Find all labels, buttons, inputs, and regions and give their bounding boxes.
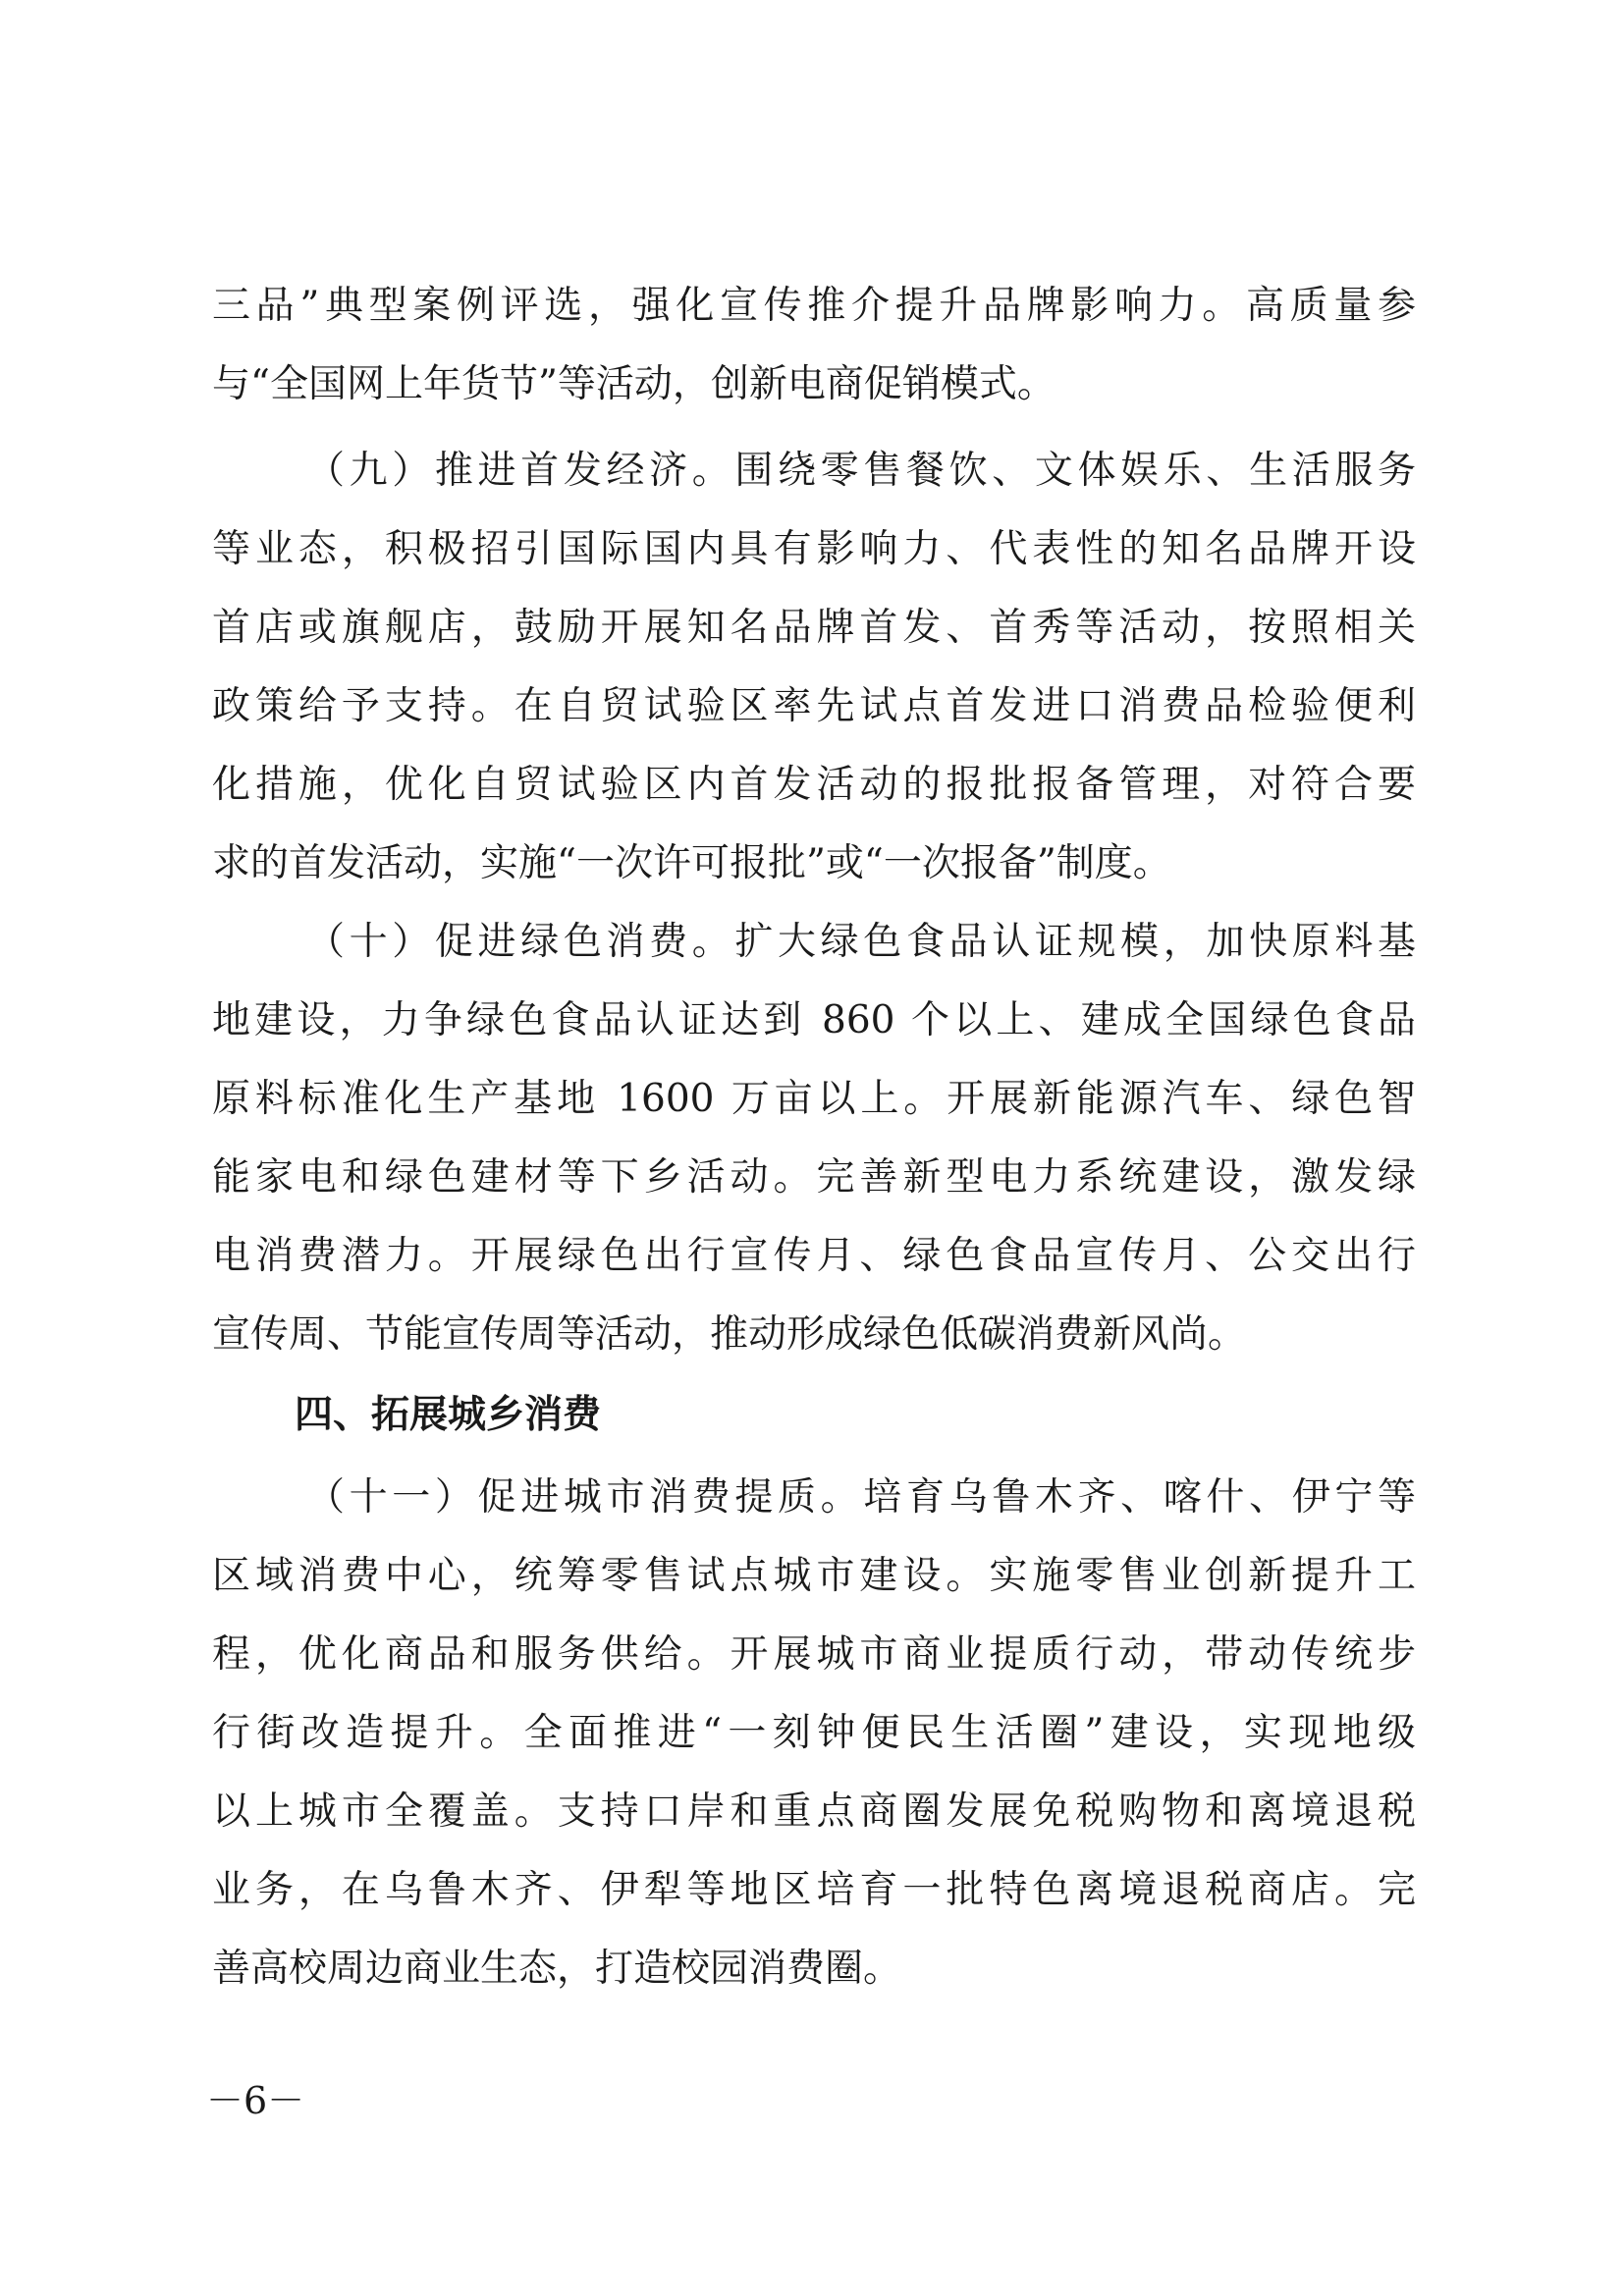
section-heading: 四、拓展城乡消费 (295, 1393, 602, 1437)
body-line: 地建设，力争绿色食品认证达到 860 个以上、建成全国绿色食品 (212, 998, 1416, 1042)
body-line: 业务，在乌鲁木齐、伊犁等地区培育一批特色离境退税商店。完 (212, 1868, 1416, 1912)
body-line: 首店或旗舰店，鼓励开展知名品牌首发、首秀等活动，按照相关 (212, 606, 1416, 650)
body-line: 宣传周、节能宣传周等活动，推动形成绿色低碳消费新风尚。 (212, 1312, 1247, 1357)
body-line: 三品”典型案例评选，强化宣传推介提升品牌影响力。高质量参 (212, 284, 1416, 328)
body-line: 程，优化商品和服务供给。开展城市商业提质行动，带动传统步 (212, 1632, 1416, 1677)
body-line: 行街改造提升。全面推进“一刻钟便民生活圈”建设，实现地级 (212, 1711, 1416, 1755)
body-line: 政策给予支持。在自贸试验区率先试点首发进口消费品检验便利 (212, 684, 1416, 728)
body-line: 化措施，优化自贸试验区内首发活动的报批报备管理，对符合要 (212, 763, 1416, 807)
body-line: 求的首发活动，实施“一次许可报批”或“一次报备”制度。 (212, 841, 1171, 885)
paragraph-first-line: （十）促进绿色消费。扩大绿色食品认证规模，加快原料基 (306, 920, 1416, 964)
body-line: 等业态，积极招引国际国内具有影响力、代表性的知名品牌开设 (212, 527, 1416, 571)
paragraph-first-line: （九）推进首发经济。围绕零售餐饮、文体娱乐、生活服务 (306, 449, 1416, 493)
body-line: 以上城市全覆盖。支持口岸和重点商圈发展免税购物和离境退税 (212, 1789, 1416, 1834)
body-line: 电消费潜力。开展绿色出行宣传月、绿色食品宣传月、公交出行 (212, 1234, 1416, 1278)
page-number: －6－ (206, 2079, 305, 2122)
body-line: 善高校周边商业生态，打造校园消费圈。 (212, 1947, 902, 1991)
paragraph-first-line: （十一）促进城市消费提质。培育乌鲁木齐、喀什、伊宁等 (306, 1475, 1416, 1520)
body-line: 与“全国网上年货节”等活动，创新电商促销模式。 (212, 362, 1056, 406)
body-line: 原料标准化生产基地 1600 万亩以上。开展新能源汽车、绿色智 (212, 1077, 1416, 1121)
body-line: 能家电和绿色建材等下乡活动。完善新型电力系统建设，激发绿 (212, 1155, 1416, 1200)
body-line: 区域消费中心，统筹零售试点城市建设。实施零售业创新提升工 (212, 1554, 1416, 1598)
